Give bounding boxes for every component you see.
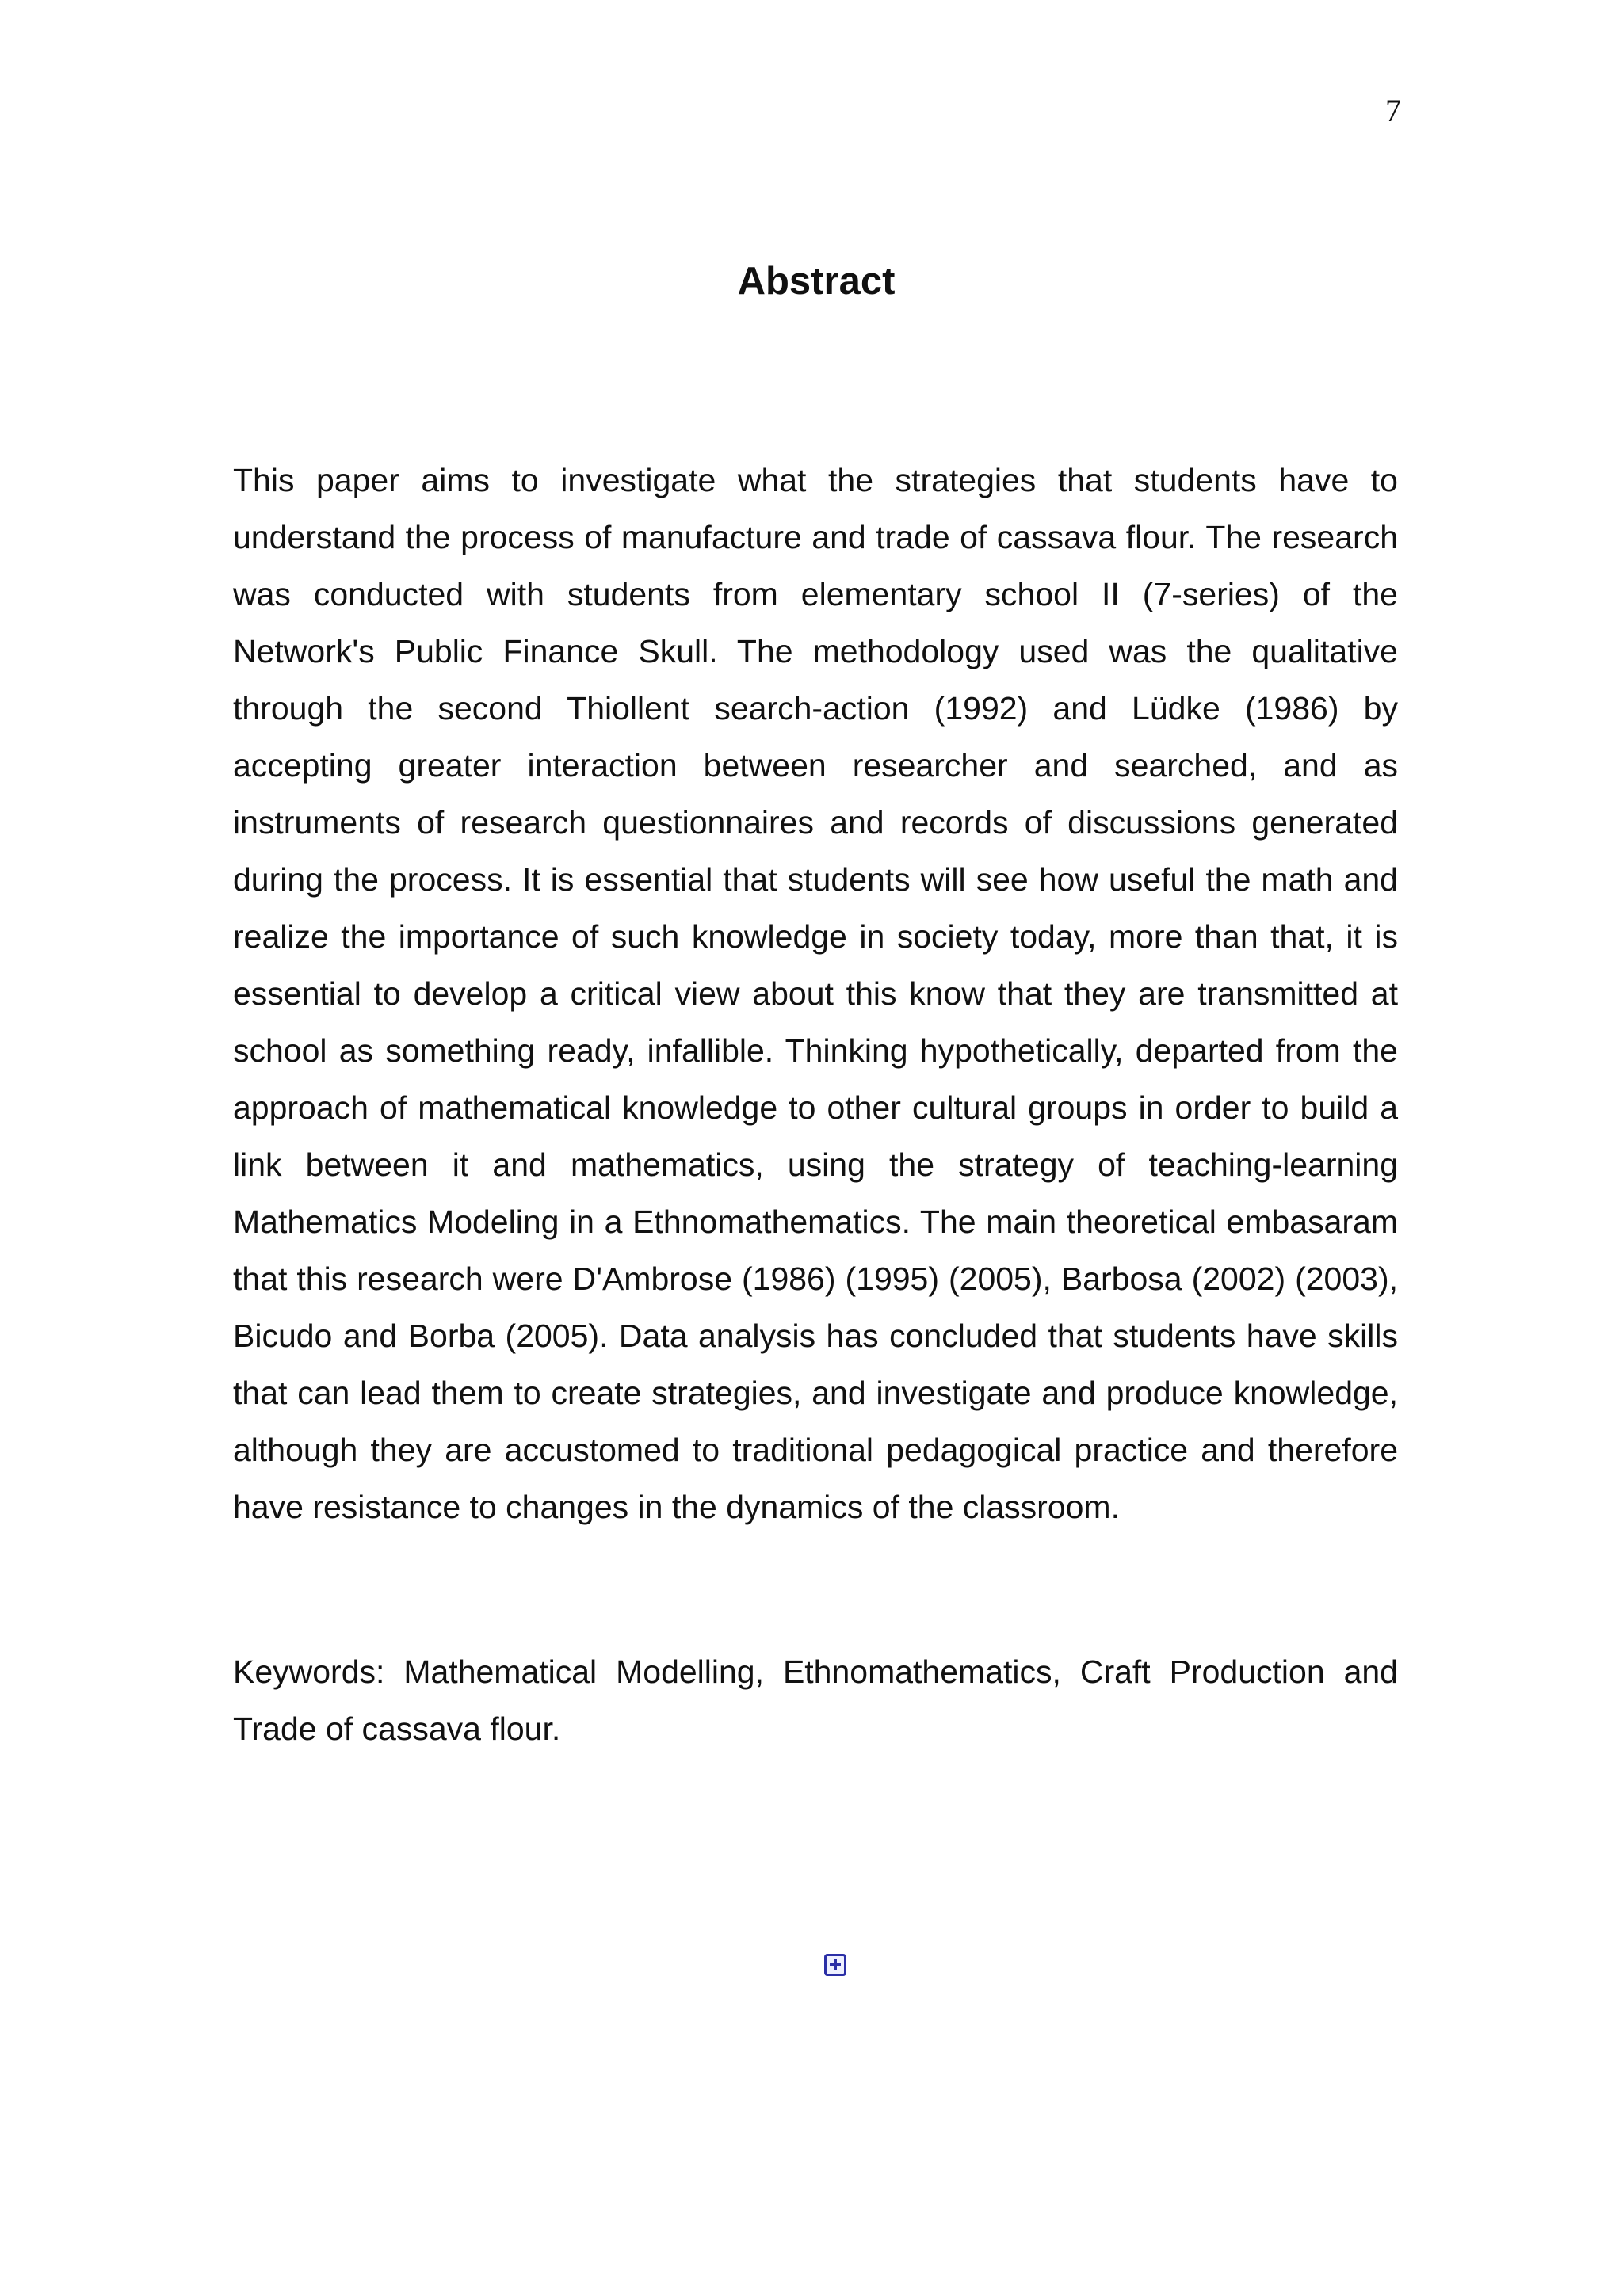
page-title: Abstract [737,260,896,303]
page-number: 7 [1385,93,1401,128]
plus-square-icon[interactable] [824,1954,846,1976]
abstract-body: This paper aims to investigate what the strategies that students have to understand the process of manufacture and trade of cassava flour. The research was conducted with students from elementary school II (7-series) of the Network's Public Finance Skull. The methodology used was the qualitative through the second Thiollent search-action (1992) and Lüdke (1986) by accepting greater interaction between researcher and searched, and as instruments of research questionnaires and records of discussions generated during the process. It is essential that students will see how useful the math and realize the importance of such knowledge in society today, more than that, it is essential to develop a critical view about this know that they are transmitted at school as something ready, infallible. Thinking hypothetically, departed from the approach of mathematical knowledge to other cultural groups in order to build a link between it and mathematics, using the strategy of teaching-learning Mathematics Modeling in a Ethnomathematics. The main theoretical embasaram that this research were D'Ambrose (1986) (1995) (2005), Barbosa (2002) (2003), Bicudo and Borba (2005). Data analysis has concluded that students have skills that can lead them to create strategies, and investigate and produce knowledge, although they are accustomed to traditional pedagogical practice and therefore have resistance to changes in the dynamics of the classroom. [233,462,1398,1525]
keywords-paragraph: Keywords: Mathematical Modelling, Ethnomathematics, Craft Production and Trade of cassava flour. [233,1653,1398,1747]
